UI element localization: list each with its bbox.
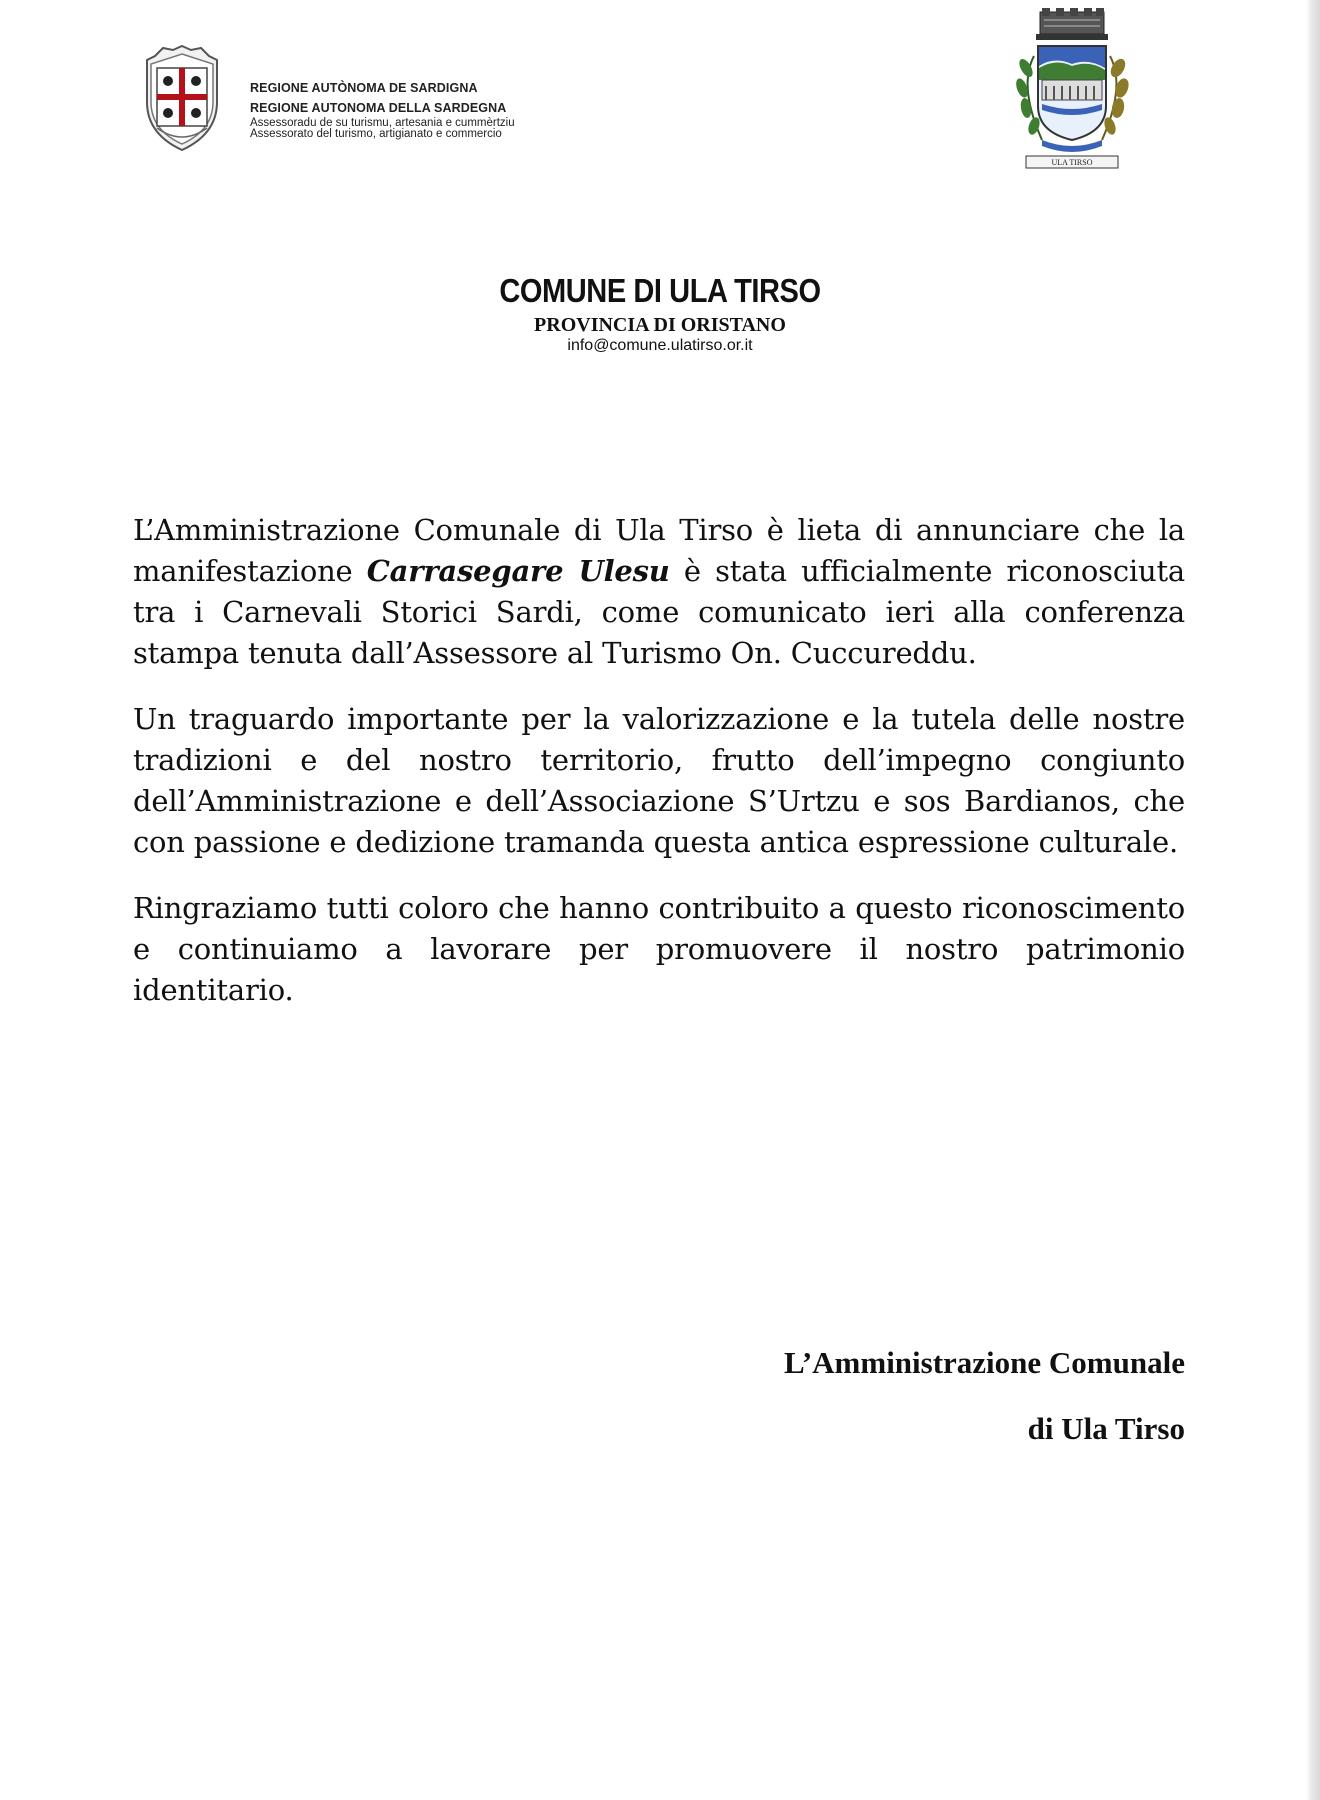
region-name-italian: REGIONE AUTONOMA DELLA SARDEGNA <box>250 101 507 115</box>
event-name: Carrasegare Ulesu <box>366 554 670 588</box>
region-text <box>250 78 550 140</box>
announcement-body <box>133 510 1185 1036</box>
signature-line-1: L’Amministrazione Comunale <box>784 1345 1185 1380</box>
paragraph-2: Un traguardo importante per la valorizzazione e la tutela delle nostre tradizioni e del nostro territorio, frutto dell’impegno congiunto dell’Amministrazione e dell’Associazione S’Urtzu e sos Bardianos, che con passione e dedizione tramanda questa antica espressione culturale. <box>133 702 1185 859</box>
province-line: PROVINCIA DI ORISTANO <box>534 314 786 336</box>
paragraph-1-end: è stata ufficialmente riconosciuta tra i Carnevali Storici Sardi, come comunicato ieri alla conferenza stampa tenuta dall’Assessore al Turismo On. Cuccureddu. <box>133 554 1185 670</box>
page-edge <box>1306 0 1320 1800</box>
paragraph-1-start: L’Amministrazione Comunale di Ula Tirso è lieta di annunciare che la manifestazione <box>133 513 1185 588</box>
sardinia-shield-icon <box>143 42 221 154</box>
region-logo <box>143 42 543 154</box>
crest-label: ULA TIRSO <box>1051 158 1093 167</box>
paragraph-1 <box>133 510 1185 674</box>
department-name-italian: Assessorato del turismo, artigianato e commercio <box>250 128 502 140</box>
department-name-sardinian: Assessoradu de su turismu, artesania e cummèrtziu <box>250 117 515 129</box>
signature-line-2: di Ula Tirso <box>1027 1411 1185 1446</box>
ula-tirso-crest-icon <box>998 6 1142 170</box>
page-title: COMUNE DI ULA TIRSO <box>499 272 821 309</box>
contact-email: info@comune.ulatirso.or.it <box>567 337 753 354</box>
region-name-sardinian: REGIONE AUTÒNOMA DE SARDIGNA <box>250 81 478 95</box>
paragraph-3: Ringraziamo tutti coloro che hanno contribuito a questo riconoscimento e continuiamo a lavorare per promuovere il nostro patrimonio identitario. <box>133 891 1185 1007</box>
